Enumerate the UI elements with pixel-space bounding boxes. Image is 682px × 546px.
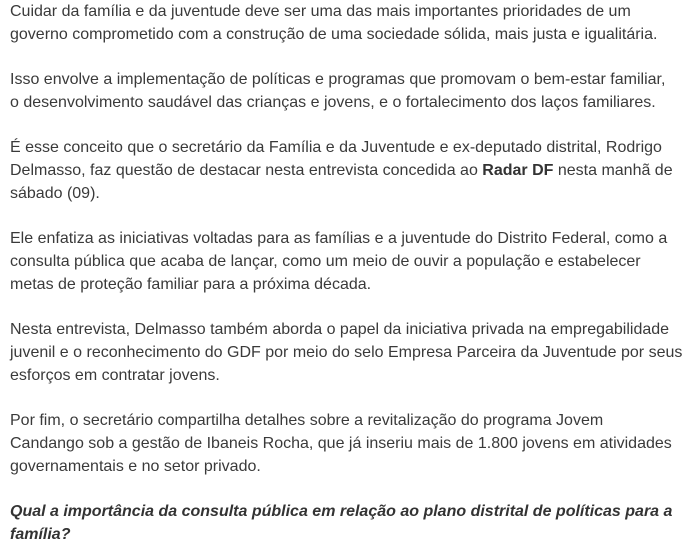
text-segment: Delmasso, faz questão de destacar nesta entrevista concedida ao: [10, 162, 483, 179]
text-line: família?: [10, 526, 71, 543]
text-line: governamentais e no setor privado.: [10, 458, 261, 475]
text-line: Isso envolve a implementação de políticas e programas que promovam o bem-estar familiar,: [10, 71, 666, 88]
article-body: [10, 0, 682, 546]
text-line: Ele enfatiza as iniciativas voltadas para as famílias e a juventude do Distrito Federal, como a: [10, 230, 668, 247]
text-line: Candango sob a gestão de Ibaneis Rocha, que já inseriu mais de 1.800 jovens em atividades: [10, 435, 672, 452]
text-line: sábado (09).: [10, 185, 100, 202]
paragraph-interview-intro: [10, 136, 673, 205]
paragraph-policies: [10, 68, 666, 114]
text-line: Por fim, o secretário compartilha detalhes sobre a revitalização do programa Jovem: [10, 412, 604, 429]
text-line: esforços em contratar jovens.: [10, 367, 220, 384]
text-line: governo comprometido com a construção de uma sociedade sólida, mais justa e igualitária.: [10, 26, 658, 43]
text-line: metas de proteção familiar para a próxima década.: [10, 276, 372, 293]
text-line: juvenil e o reconhecimento do GDF por meio do selo Empresa Parceira da Juventude por seus: [10, 344, 682, 361]
text-line: [10, 159, 673, 182]
paragraph-private-sector: [10, 318, 682, 387]
text-line: consulta pública que acaba de lançar, como um meio de ouvir a população e estabelecer: [10, 253, 641, 270]
outlet-name: Radar DF: [482, 162, 554, 179]
text-line: Qual a importância da consulta pública em relação ao plano distrital de políticas para a: [10, 503, 673, 520]
text-line: Nesta entrevista, Delmasso também aborda o papel da iniciativa privada na empregabilidade: [10, 321, 670, 338]
text-line: É esse conceito que o secretário da Família e da Juventude e ex-deputado distrital, Rodrigo: [10, 139, 662, 156]
text-line: o desenvolvimento saudável das crianças e jovens, e o fortalecimento dos laços familiares.: [10, 94, 656, 111]
paragraph-jovem-candango: [10, 409, 672, 478]
paragraph-intro: [10, 0, 658, 46]
paragraph-initiatives: [10, 227, 668, 296]
interview-question: [10, 500, 673, 546]
text-line: Cuidar da família e da juventude deve ser uma das mais importantes prioridades de um: [10, 3, 631, 20]
text-segment: nesta manhã de: [553, 162, 673, 179]
